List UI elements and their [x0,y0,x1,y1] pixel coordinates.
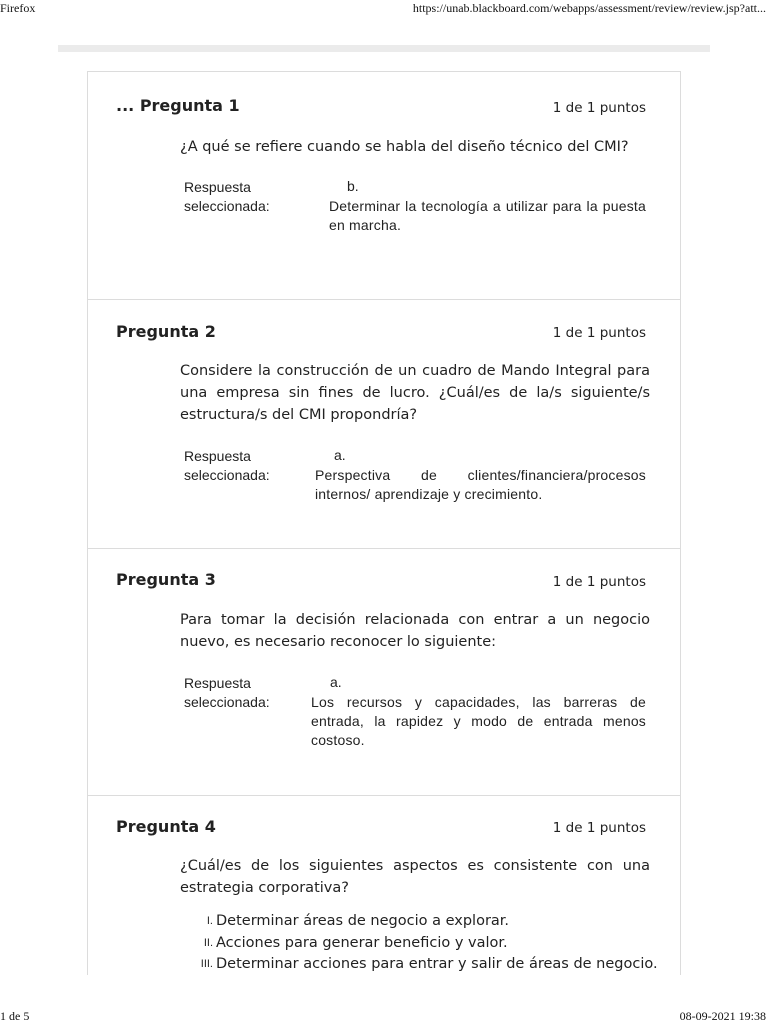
question-text-2: Considere la construcción de un cuadro de Mando Integral para una empresa sin fines de lucro. ¿Cuál/es de la/s siguiente/s estructura/s del CMI propondría? [180,363,650,423]
question-card-1 [87,71,681,299]
question-points-2: 1 de 1 puntos [552,325,646,341]
question-points-1: 1 de 1 puntos [552,100,646,116]
print-header [0,0,768,16]
print-footer [0,1008,768,1024]
answer-letter-1: b. [347,178,359,194]
question-points-3: 1 de 1 puntos [552,574,646,590]
question-title-4: Pregunta 4 [116,817,216,836]
question-title-2: Pregunta 2 [116,322,216,341]
answer-text-3: Los recursos y capacidades, las barreras de entrada, la rapidez y modo de entrada menos costoso. [311,694,646,748]
answer-label-1: Respuesta seleccionada: [184,179,270,214]
question-points-4: 1 de 1 puntos [552,820,646,836]
question-text-3: Para tomar la decisión relacionada con entrar a un negocio nuevo, es necesario reconocer lo siguiente: [180,612,650,650]
answer-label-2: Respuesta seleccionada: [184,448,270,483]
answer-letter-3: a. [330,674,342,690]
answer-text-2: Perspectiva de clientes/financiera/procesos internos/ aprendizaje y crecimiento. [315,467,646,502]
option-item: II. Acciones para generar beneficio y valor. [203,934,508,951]
option-item: I. Determinar áreas de negocio a explorar. [206,913,510,929]
page-number: 1 de 5 [0,1009,30,1023]
browser-name: Firefox [0,1,36,15]
question-text-4: ¿Cuál/es de los siguientes aspectos es consistente con una estrategia corporativa? [180,858,650,896]
answer-letter-2: a. [334,447,346,463]
print-datetime: 08-09-2021 19:38 [679,1009,766,1023]
page-url: https://unab.blackboard.com/webapps/assessment/review/review.jsp?att... [412,1,766,15]
answer-text-1: Determinar la tecnología a utilizar para la puesta en marcha. [329,198,646,233]
question-prefix: ... [116,96,135,115]
question-title-1: ... Pregunta 1 [116,96,240,115]
question-card-4 [87,795,681,975]
question-text-1: ¿A qué se refiere cuando se habla del diseño técnico del CMI? [180,139,629,155]
answer-label-3: Respuesta seleccionada: [184,675,270,710]
option-item: III. Determinar acciones para entrar y salir de áreas de negocio. [200,956,658,972]
top-divider [58,45,710,52]
question-card-2 [87,299,681,548]
options-list-4 [180,911,658,976]
question-title-3: Pregunta 3 [116,570,216,589]
question-card-3 [87,548,681,795]
